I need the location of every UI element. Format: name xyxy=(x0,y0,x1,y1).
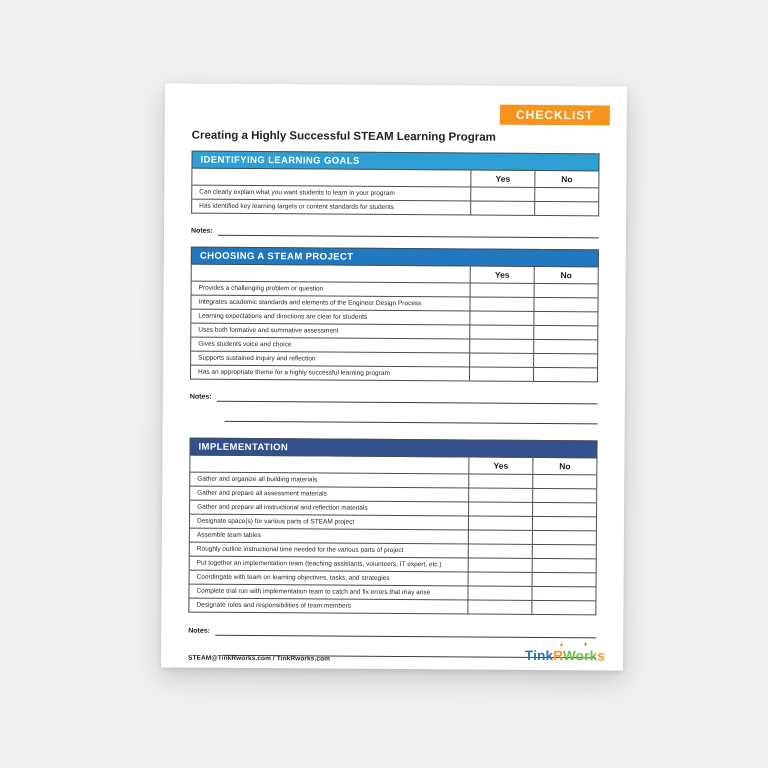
checklist-table xyxy=(188,456,597,616)
no-cell xyxy=(531,601,595,614)
section-identifying-learning-goals xyxy=(191,151,600,239)
no-cell xyxy=(534,202,598,215)
table-row xyxy=(190,570,596,587)
yes-cell xyxy=(469,340,533,353)
no-cell xyxy=(532,489,596,502)
notes-block xyxy=(190,392,598,425)
yes-cell xyxy=(468,503,532,516)
table-row xyxy=(189,598,595,615)
yes-cell xyxy=(467,587,531,600)
yes-cell xyxy=(469,312,533,325)
no-cell xyxy=(532,573,596,586)
notes-row xyxy=(190,412,598,425)
footer-contact-text: STEAM@TinkRworks.com / TinkRworks.com xyxy=(188,654,331,663)
checklist-page xyxy=(161,83,627,670)
table-row xyxy=(190,472,596,489)
column-header-row xyxy=(190,456,596,475)
item-label: Roughly outline instructional time needed for the various parts of project xyxy=(196,545,404,555)
empty-cell xyxy=(192,169,470,187)
item-label: Gather and prepare all instructional and reflection materials xyxy=(197,503,368,512)
item-label: Designate roles and responsibilities of team members xyxy=(196,601,352,610)
yes-cell xyxy=(468,573,532,586)
section-header: IDENTIFYING LEARNING GOALS xyxy=(191,151,599,172)
no-cell xyxy=(532,475,596,488)
logo-letter: T xyxy=(524,647,534,663)
logo-letter: n xyxy=(537,648,546,664)
section-implementation xyxy=(188,438,598,659)
logo-letter: R xyxy=(553,648,564,664)
logo-letter: r xyxy=(584,648,590,664)
yes-column-header: Yes xyxy=(470,267,534,283)
notes-label: Notes: xyxy=(188,627,211,635)
table-row xyxy=(190,514,596,531)
item-label: Has identified key learning targets or content standards for students xyxy=(199,202,394,211)
table-row xyxy=(189,584,595,601)
no-cell xyxy=(533,354,597,367)
no-cell xyxy=(533,368,597,381)
no-cell xyxy=(532,503,596,516)
section-choosing-a-steam-project xyxy=(190,247,599,425)
item-label: Supports sustained inquiry and reflection xyxy=(198,354,316,363)
no-cell xyxy=(533,340,597,353)
logo-sparkle-icon: ✦ xyxy=(558,643,565,650)
checklist-table xyxy=(191,169,599,217)
page-content xyxy=(161,83,627,670)
no-cell xyxy=(532,559,596,572)
no-column-header: No xyxy=(534,171,598,187)
table-row xyxy=(190,486,596,503)
yes-cell xyxy=(469,326,533,339)
yes-column-header: Yes xyxy=(468,458,532,474)
item-label: Can clearly explain what you want students to learn in your program xyxy=(199,188,395,198)
yes-cell xyxy=(469,368,533,381)
empty-cell xyxy=(192,265,470,283)
section-header: CHOOSING A STEAM PROJECT xyxy=(191,247,599,268)
item-label: Has an appropriate theme for a highly successful learning program xyxy=(198,368,390,377)
no-column-header: No xyxy=(532,458,596,474)
notes-label: Notes: xyxy=(189,393,212,401)
no-cell xyxy=(534,188,598,201)
logo-letter: s xyxy=(597,648,606,664)
yes-cell xyxy=(468,531,532,544)
table-row xyxy=(191,323,597,340)
item-label: Gather and organize all building materials xyxy=(197,475,318,484)
yes-cell xyxy=(468,517,532,530)
logo-letter: k xyxy=(545,648,554,664)
no-cell xyxy=(532,531,596,544)
notes-line xyxy=(215,628,596,639)
tinkrworks-logo xyxy=(524,642,606,664)
section-header: IMPLEMENTATION xyxy=(189,438,597,459)
no-cell xyxy=(533,298,597,311)
logo-letter: i xyxy=(533,647,538,664)
yes-cell xyxy=(469,298,533,311)
table-row xyxy=(191,365,597,382)
no-column-header: No xyxy=(534,267,598,283)
column-header-row xyxy=(192,265,598,284)
logo-letter: o xyxy=(575,648,585,664)
table-row xyxy=(191,309,597,326)
yes-cell xyxy=(468,489,532,502)
item-label: Learning expectations and directions are clear for students xyxy=(198,312,368,321)
item-label: Integrates academic standards and elements of the Engineer Design Process xyxy=(198,298,422,308)
yes-cell xyxy=(468,475,532,488)
table-row xyxy=(191,337,597,354)
table-row xyxy=(190,500,596,517)
column-header-row xyxy=(192,169,598,188)
notes-label: Notes: xyxy=(190,227,213,235)
yes-column-header: Yes xyxy=(470,171,534,187)
table-row xyxy=(191,295,597,312)
no-cell xyxy=(532,517,596,530)
notes-line xyxy=(218,228,599,239)
notes-row xyxy=(188,626,596,639)
no-cell xyxy=(531,587,595,600)
notes-row xyxy=(190,392,598,405)
item-label: Assemble team tables xyxy=(196,531,261,540)
notes-block xyxy=(191,226,599,239)
page-title: Creating a Highly Successful STEAM Learning Program xyxy=(191,129,496,144)
yes-cell xyxy=(468,559,532,572)
table-row xyxy=(190,528,596,545)
checklist-badge: CHECKLIST xyxy=(500,105,610,126)
logo-letter: W xyxy=(562,648,576,664)
notes-row xyxy=(191,226,599,239)
yes-cell xyxy=(468,545,532,558)
notes-line xyxy=(225,414,598,425)
notes-line xyxy=(217,394,598,405)
item-label: Gives students voice and choice xyxy=(198,340,292,349)
no-cell xyxy=(533,312,597,325)
yes-cell xyxy=(469,354,533,367)
checklist-table xyxy=(190,265,599,383)
no-cell xyxy=(534,284,598,297)
table-row xyxy=(192,199,598,216)
item-label: Complete trial run with implementation team to catch and fix errors that may arise xyxy=(196,587,431,597)
no-cell xyxy=(533,326,597,339)
item-label: Gather and prepare all assessment materials xyxy=(197,489,327,498)
item-label: Designate space(s) for various parts of STEAM project xyxy=(196,517,355,526)
item-label: Provides a challenging problem or question xyxy=(198,284,324,293)
yes-cell xyxy=(470,202,534,215)
logo-sparkle-icon: ✦ xyxy=(583,642,589,649)
no-cell xyxy=(532,545,596,558)
yes-cell xyxy=(470,188,534,201)
empty-cell xyxy=(190,456,468,474)
item-label: Coordingate with team on learning objectives, tasks, and strategies xyxy=(196,573,390,582)
table-row xyxy=(190,542,596,559)
yes-cell xyxy=(470,284,534,297)
yes-cell xyxy=(467,601,531,614)
table-row xyxy=(192,281,598,298)
logo-letter: k xyxy=(589,648,598,664)
table-row xyxy=(190,556,596,573)
table-row xyxy=(191,351,597,368)
table-row xyxy=(192,185,598,202)
item-label: Put together an implementation team (teaching assistants, volunteers, IT expert, etc.) xyxy=(196,559,442,569)
item-label: Uses both formative and summative assessment xyxy=(198,326,339,335)
